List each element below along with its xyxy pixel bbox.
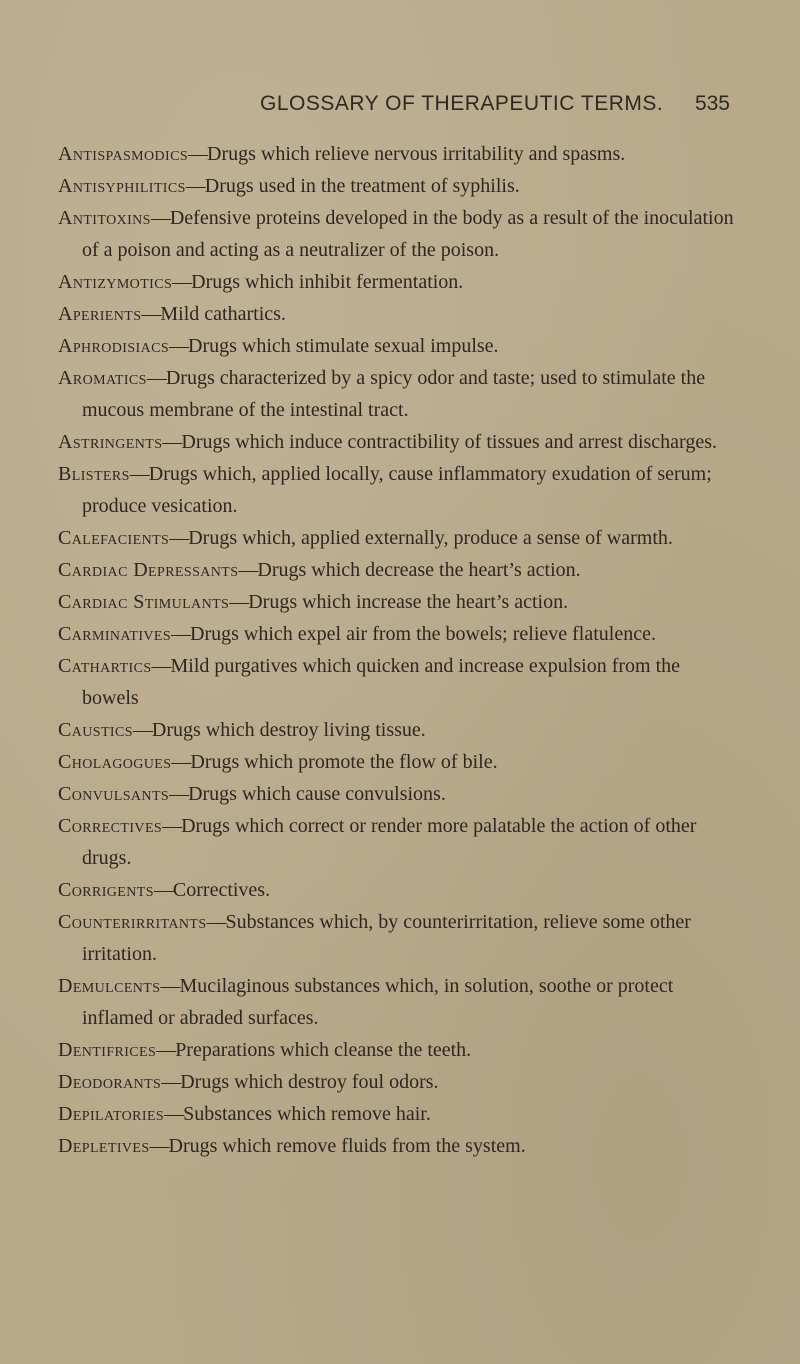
glossary-entry [58,874,738,906]
em-dash-separator: — [132,719,152,741]
glossary-entry [58,1034,738,1066]
glossary-term: Aperients [58,303,142,325]
glossary-entry [58,458,738,522]
glossary-entry [58,970,738,1034]
glossary-term: Correctives [58,815,163,837]
glossary-term: Astringents [58,431,163,453]
em-dash-separator: — [164,1103,184,1125]
glossary-term: Counterirritants [58,911,207,933]
glossary-term: Aromatics [58,367,147,389]
glossary-entry [58,1130,738,1162]
em-dash-separator: — [171,623,191,645]
glossary-definition: Substances which, by counterirritation, relieve some other irritation. [82,911,691,965]
em-dash-separator: — [188,143,208,165]
glossary-definition: Drugs which decrease the heart’s action. [257,559,581,581]
em-dash-separator: — [169,335,189,357]
glossary-term: Cardiac Stimulants [58,591,230,613]
glossary-entry [58,714,738,746]
glossary-entry [58,650,738,714]
glossary-definition: Drugs which induce contractibility of tissues and arrest discharges. [181,431,718,453]
glossary-list [58,138,738,1162]
em-dash-separator: — [146,367,166,389]
glossary-term: Convulsants [58,783,170,805]
em-dash-separator: — [151,655,171,677]
glossary-term: Cathartics [58,655,152,677]
glossary-entry [58,778,738,810]
glossary-term: Antitoxins [58,207,151,229]
glossary-definition: Drugs which stimulate sexual impulse. [188,335,499,357]
em-dash-separator: — [150,207,170,229]
glossary-term: Calefacients [58,527,170,549]
glossary-entry [58,522,738,554]
glossary-definition: Substances which remove hair. [183,1103,431,1125]
em-dash-separator: — [238,559,258,581]
glossary-term: Antispasmodics [58,143,189,165]
glossary-entry [58,138,738,170]
glossary-entry [58,618,738,650]
glossary-entry [58,202,738,266]
glossary-definition: Mild purgatives which quicken and increase expulsion from the bowels [82,655,681,709]
em-dash-separator: — [162,431,182,453]
glossary-definition: Drugs used in the treatment of syphilis. [204,175,520,197]
glossary-definition: Mild cathartics. [160,303,286,325]
glossary-term: Deodorants [58,1071,162,1093]
glossary-term: Demulcents [58,975,161,997]
em-dash-separator: — [185,175,205,197]
glossary-entry [58,266,738,298]
page-title: GLOSSARY OF THERAPEUTIC TERMS. [260,92,664,115]
glossary-definition: Drugs characterized by a spicy odor and taste; used to stimulate the mucous membrane of the intestinal tract. [82,367,706,421]
em-dash-separator: — [149,1135,169,1157]
glossary-definition: Mucilaginous substances which, in solution, soothe or protect inflamed or abraded surfaces. [82,975,674,1029]
glossary-term: Caustics [58,719,133,741]
em-dash-separator: — [153,879,173,901]
em-dash-separator: — [141,303,161,325]
glossary-definition: Drugs which cause convulsions. [188,783,446,805]
glossary-definition: Correctives. [172,879,271,901]
glossary-entry [58,746,738,778]
glossary-definition: Drugs which destroy living tissue. [151,719,426,741]
glossary-term: Dentifrices [58,1039,157,1061]
page-number: 535 [694,92,730,115]
glossary-definition: Drugs which increase the heart’s action. [248,591,569,613]
em-dash-separator: — [156,1039,176,1061]
glossary-entry [58,1066,738,1098]
glossary-entry [58,330,738,362]
glossary-definition: Drugs which expel air from the bowels; relieve flatulence. [190,623,656,645]
glossary-term: Antisyphilitics [58,175,186,197]
glossary-entry [58,426,738,458]
glossary-term: Cardiac Depressants [58,559,239,581]
glossary-definition: Drugs which promote the flow of bile. [190,751,498,773]
em-dash-separator: — [229,591,249,613]
glossary-definition: Drugs which destroy foul odors. [180,1071,439,1093]
glossary-entry [58,586,738,618]
em-dash-separator: — [206,911,226,933]
em-dash-separator: — [171,751,191,773]
glossary-entry [58,298,738,330]
glossary-entry [58,810,738,874]
glossary-term: Depletives [58,1135,150,1157]
em-dash-separator: — [129,463,149,485]
em-dash-separator: — [169,783,189,805]
glossary-entry [58,554,738,586]
em-dash-separator: — [169,527,189,549]
em-dash-separator: — [160,975,180,997]
glossary-definition: Drugs which inhibit fermentation. [191,271,464,293]
glossary-term: Aphrodisiacs [58,335,170,357]
glossary-entry [58,362,738,426]
glossary-definition: Drugs which, applied externally, produce a sense of warmth. [188,527,673,549]
glossary-definition: Drugs which, applied locally, cause inflammatory exudation of serum; produce vesication. [82,463,712,517]
glossary-entry [58,906,738,970]
glossary-term: Carminatives [58,623,172,645]
glossary-definition: Drugs which relieve nervous irritability and spasms. [207,143,626,165]
glossary-definition: Defensive proteins developed in the body as a result of the inoculation of a poison and acting as a neutralizer of the poison. [82,207,734,261]
em-dash-separator: — [162,815,182,837]
running-head [260,92,730,126]
em-dash-separator: — [161,1071,181,1093]
glossary-definition: Drugs which remove fluids from the system. [168,1135,526,1157]
glossary-definition: Drugs which correct or render more palatable the action of other drugs. [82,815,697,869]
glossary-definition: Preparations which cleanse the teeth. [175,1039,472,1061]
em-dash-separator: — [172,271,192,293]
glossary-term: Cholagogues [58,751,172,773]
glossary-entry [58,1098,738,1130]
glossary-term: Blisters [58,463,130,485]
glossary-entry [58,170,738,202]
glossary-term: Antizymotics [58,271,173,293]
glossary-term: Corrigents [58,879,154,901]
glossary-term: Depilatories [58,1103,165,1125]
